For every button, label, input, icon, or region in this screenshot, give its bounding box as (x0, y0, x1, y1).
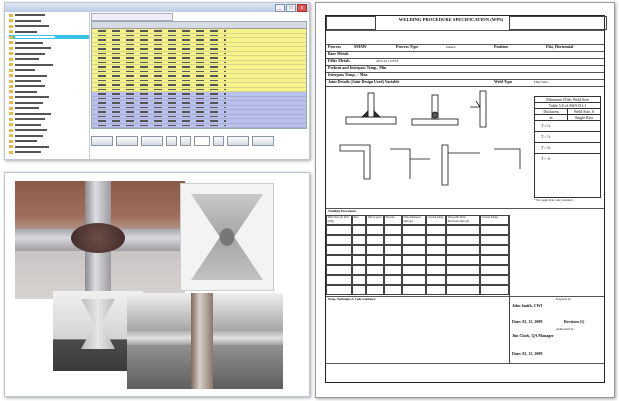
cross-section-shape (81, 299, 115, 349)
button-bar (91, 136, 307, 146)
folder-icon (9, 123, 13, 126)
procedure-header-cell: Pass No. (384, 215, 402, 225)
folder-icon (9, 151, 13, 154)
grid-header (92, 22, 306, 29)
tree-node[interactable] (9, 106, 89, 111)
tree-node-label (15, 135, 43, 137)
header-left-block (326, 16, 376, 30)
tree-node[interactable] (9, 35, 89, 40)
folder-icon (9, 90, 13, 93)
action-button-5[interactable] (252, 136, 274, 146)
table-row[interactable] (92, 128, 306, 129)
prepared-by-value: John Smith, CWI (512, 303, 543, 308)
software-screenshot (4, 2, 310, 160)
weld-type-value: Fillet Weld (534, 80, 548, 84)
col-weld-size: Weld Size, S (573, 109, 595, 114)
tree-node[interactable] (9, 145, 89, 150)
fillet-note: * Per applicable code/ standard (534, 198, 573, 202)
tree-node[interactable] (9, 123, 89, 128)
procedure-table-cell (446, 245, 480, 255)
procedure-label: Welding Procedure (328, 209, 356, 213)
position-label: Position (494, 44, 508, 49)
authorized-by-value: Jim Clark, QA Manager (512, 333, 554, 338)
tree-node[interactable] (9, 62, 89, 67)
folder-icon (9, 140, 13, 143)
procedure-table-cell (352, 255, 366, 265)
procedure-table-cell (384, 255, 402, 265)
procedure-table-cell (326, 225, 352, 235)
procedure-table-cell (446, 255, 480, 265)
folder-icon (9, 96, 13, 99)
procedure-table-cell (352, 235, 366, 245)
procedure-table-cell (366, 285, 384, 295)
tree-node-label (15, 36, 55, 38)
action-button-2[interactable] (116, 136, 138, 146)
procedure-header-cell: Weld Size (S) Inch (mm) (326, 215, 352, 225)
procedure-table-cell (426, 225, 446, 235)
procedure-table-cell (384, 225, 402, 235)
procedure-table-cell (366, 225, 384, 235)
tree-node[interactable] (9, 128, 89, 133)
tree-node-label (15, 25, 49, 27)
tree-node-label (15, 75, 47, 77)
folder-icon (9, 74, 13, 77)
procedure-table-cell (480, 255, 509, 265)
procedure-table-cell (384, 245, 402, 255)
fillet-row: T ≤ ¼ (535, 121, 600, 132)
date-2: Date: 03, 15, 2009 (512, 351, 543, 356)
procedure-table-cell (426, 235, 446, 245)
folder-icon (9, 101, 13, 104)
procedure-table-cell (426, 265, 446, 275)
document-sheet (325, 15, 605, 383)
wps-document (315, 2, 615, 398)
preheat-label: Preheat and Interpass Temp., Min (328, 65, 387, 70)
procedure-table-cell (480, 235, 509, 245)
procedure-table-cell (446, 265, 480, 275)
fillet-row: T ≤ ½ (535, 132, 600, 143)
tree-node-label (15, 124, 41, 126)
folder-icon (9, 129, 13, 132)
signature-block (509, 215, 607, 363)
procedure-table-cell (352, 265, 366, 275)
maximize-button[interactable]: □ (286, 4, 296, 12)
folder-icon (9, 36, 13, 39)
tree-node[interactable] (9, 84, 89, 89)
tree-node[interactable] (9, 68, 89, 73)
weld-bead (71, 223, 125, 253)
procedure-header-cell: Pass (352, 215, 366, 225)
col-single-pass: Single Pass (574, 115, 594, 120)
tree-node-label (15, 113, 51, 115)
procedure-table-cell (352, 285, 366, 295)
tee-joint-photo (127, 293, 283, 389)
tree-node[interactable] (9, 51, 89, 56)
tree-node-label (15, 96, 49, 98)
procedure-table-cell (366, 265, 384, 275)
procedure-table-cell (402, 255, 426, 265)
col-thickness: Thickness (535, 109, 568, 114)
folder-icon (9, 118, 13, 121)
tree-node[interactable] (9, 139, 89, 144)
window-controls (275, 4, 307, 12)
prev-page-button[interactable] (180, 136, 191, 146)
macro-etch-photo (180, 183, 274, 291)
procedure-table-cell (352, 245, 366, 255)
weld-type-label: Weld Type (494, 79, 513, 84)
tee-web (191, 293, 213, 389)
filler-metals-label: Filler Metals (328, 58, 350, 63)
weld-photos-panel (4, 172, 310, 397)
minimum-fillet-table (534, 96, 601, 198)
tree-node[interactable] (9, 150, 89, 155)
tree-node-label (15, 107, 39, 109)
tree-node-label (15, 129, 47, 131)
procedure-table-cell (326, 275, 352, 285)
authorized-by-label: Authorized by (556, 327, 574, 331)
tree-node-label (15, 102, 43, 104)
minimize-button[interactable]: _ (275, 4, 285, 12)
folder-icon (9, 134, 13, 137)
folder-icon (9, 80, 13, 83)
tree-node-label (15, 58, 39, 60)
folder-icon (9, 85, 13, 88)
tree-node-label (15, 20, 41, 22)
folder-icon (9, 19, 13, 22)
procedure-table-cell (352, 225, 366, 235)
fillet-heading-2: Table 5.8 of AWS D1.1 (535, 103, 600, 109)
header-right-block (509, 16, 607, 30)
folder-icon (9, 63, 13, 66)
procedure-header-cell: Allowable Filler Electrodes mm (in) (446, 215, 480, 225)
fillet-heading-1: Minimum Fillet Weld Size (535, 97, 600, 103)
tree-node[interactable] (9, 117, 89, 122)
tree-node[interactable] (9, 40, 89, 45)
procedure-table-cell (366, 235, 384, 245)
procedure-table-cell (402, 275, 426, 285)
procedure-table-cell (480, 245, 509, 255)
procedure-table-cell (480, 225, 509, 235)
procedure-table (326, 215, 509, 295)
tree-node[interactable] (9, 101, 89, 106)
next-page-button[interactable] (213, 136, 224, 146)
first-page-button[interactable] (166, 136, 177, 146)
tree-node-label (15, 85, 45, 87)
date-1: Date: 03, 15, 2009 (512, 319, 543, 324)
procedure-table-cell (326, 235, 352, 245)
page-number-field[interactable] (194, 136, 210, 146)
action-button-1[interactable] (91, 136, 113, 146)
tree-node[interactable] (9, 112, 89, 117)
tree-node[interactable] (9, 13, 89, 18)
tree-node-label (15, 118, 45, 120)
procedure-table-cell (326, 265, 352, 275)
data-grid[interactable] (91, 21, 307, 129)
tree-node-label (15, 146, 49, 148)
procedure-table-cell (402, 245, 426, 255)
folder-icon (9, 52, 13, 55)
fillet-weld-photo (15, 181, 185, 299)
tree-node[interactable] (9, 57, 89, 62)
tree-node-label (15, 53, 45, 55)
procedure-table-cell (366, 255, 384, 265)
navigation-tree[interactable] (5, 12, 90, 159)
procedure-table-cell (384, 235, 402, 245)
procedure-table-cell (384, 285, 402, 295)
joint-details-label: Joint Details (Joint Design Used) Variable (328, 79, 400, 84)
close-button[interactable]: x (297, 4, 307, 12)
procedure-table-cell (426, 245, 446, 255)
procedure-table-cell (402, 265, 426, 275)
folder-icon (9, 58, 13, 61)
fillet-row: T > ¾ (541, 157, 551, 161)
folder-icon (9, 69, 13, 72)
procedure-table-cell (480, 275, 509, 285)
tree-node[interactable] (9, 18, 89, 23)
tree-node-label (15, 69, 35, 71)
tree-node[interactable] (9, 73, 89, 78)
procedure-table-cell (384, 275, 402, 285)
filler-metals-value: AWS A5.1 E7018 (376, 59, 399, 63)
folder-icon (9, 47, 13, 50)
procedure-header-cell: Weld Layers (366, 215, 384, 225)
procedure-table-cell (326, 285, 352, 295)
procedure-header-cell: Current Range (480, 215, 509, 225)
procedure-table-cell (480, 265, 509, 275)
folder-icon (9, 145, 13, 148)
procedure-table-cell (384, 265, 402, 275)
procedure-table-cell (326, 245, 352, 255)
tree-node[interactable] (9, 29, 89, 34)
tree-node-label (15, 31, 37, 33)
procedure-table-cell (446, 285, 480, 295)
tree-node-label (15, 14, 45, 16)
procedure-table-cell (426, 275, 446, 285)
tree-node[interactable] (9, 24, 89, 29)
procedure-table-cell (352, 275, 366, 285)
procedure-table-cell (446, 225, 480, 235)
tree-node[interactable] (9, 79, 89, 84)
tree-node[interactable] (9, 134, 89, 139)
action-button-3[interactable] (141, 136, 163, 146)
procedure-header-cell: Filler Diameter mm (in) (402, 215, 426, 225)
procedure-table-cell (402, 225, 426, 235)
revision: Revision (1) (564, 319, 585, 324)
folder-icon (9, 41, 13, 44)
procedure-header-cell: Current Amps (426, 215, 446, 225)
tree-node[interactable] (9, 95, 89, 100)
procedure-table-cell (326, 255, 352, 265)
procedure-table-cell (402, 235, 426, 245)
col-unit: in (535, 115, 568, 120)
process-type-value: Manual (446, 45, 456, 49)
procedure-table-cell (446, 235, 480, 245)
process-value: SMAW (354, 44, 367, 49)
procedure-table-cell (366, 275, 384, 285)
tree-node-label (15, 47, 51, 49)
folder-icon (9, 14, 13, 17)
window-titlebar (5, 3, 309, 12)
procedure-table-cell (426, 285, 446, 295)
table-caption (91, 13, 173, 21)
process-label: Process (328, 44, 341, 49)
process-type-label: Process Type (396, 44, 419, 49)
procedure-table-cell (402, 285, 426, 295)
position-value: Flat, Horizontal (546, 44, 574, 49)
macro-cross-section (191, 194, 263, 280)
tree-node-label (15, 140, 37, 142)
procedure-table-cell (480, 285, 509, 295)
tree-node-label (15, 64, 53, 66)
procedure-table-cell (426, 255, 446, 265)
tree-node-label (15, 91, 37, 93)
prepared-by-label: Prepared by (556, 297, 571, 301)
document-title: WELDING PROCEDURE SPECIFICATION (WPS) (398, 17, 504, 22)
base-metals-label: Base Metals (328, 51, 349, 56)
fillet-row: T ≤ ¾ (535, 143, 600, 154)
action-button-4[interactable] (227, 136, 249, 146)
tree-node-label (15, 151, 41, 153)
folder-icon (9, 107, 13, 110)
folder-icon (9, 25, 13, 28)
tree-node-label (15, 42, 43, 44)
joint-sketches (330, 89, 530, 197)
tree-node[interactable] (9, 90, 89, 95)
interpass-label: Interpass Temp., - Max (328, 72, 368, 77)
folder-icon (9, 30, 13, 33)
folder-icon (9, 112, 13, 115)
notes-label: Notes, Technique & Code Guidance: (328, 297, 377, 301)
tree-node[interactable] (9, 46, 89, 51)
procedure-table-cell (446, 275, 480, 285)
procedure-table-cell (366, 245, 384, 255)
tree-node-label (15, 80, 41, 82)
